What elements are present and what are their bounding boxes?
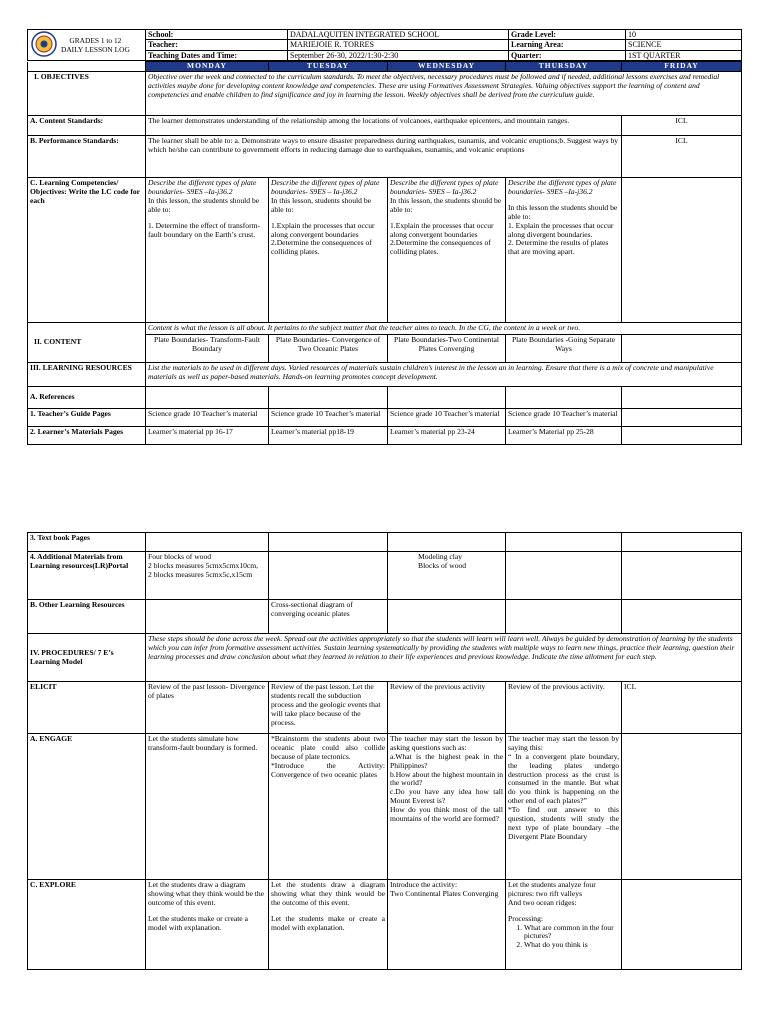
engage-monday: Let the students simulate how transform-fault boundary is formed. <box>146 734 269 880</box>
dates-label: Teaching Dates and Time: <box>146 50 288 60</box>
additional-materials-friday <box>622 552 742 600</box>
engage-paragraph: The teacher may start the lesson by asking questions such as: <box>390 734 503 752</box>
elicit-friday: ICL <box>622 682 742 734</box>
elicit-monday: Review of the past lesson- Divergence of plates <box>146 682 269 734</box>
learners-materials-thursday: Learner’s Material pp 25-28 <box>506 427 622 445</box>
competency-item: 1.Explain the processes that occur along convergent boundaries <box>271 220 375 239</box>
teachers-guide-label: 1. Teacher’s Guide Pages <box>28 409 146 427</box>
grade-label: Grade Level: <box>509 30 626 40</box>
logo-cell <box>28 30 146 61</box>
explore-paragraph: Let the students make or create a model with explanation. <box>271 913 385 932</box>
references-empty <box>269 387 388 409</box>
elicit-tuesday: Review of the past lesson. Let the students recall the subduction process and the geologic events that will take place because of the process. <box>269 682 388 734</box>
additional-materials-tuesday <box>269 552 388 600</box>
competency-item: 2.Determine the consequences of colliding plates. <box>390 238 491 257</box>
page-one <box>27 29 741 445</box>
school-value: DADALAQUITEN INTEGRATED SCHOOL <box>288 30 509 40</box>
engage-paragraph: c.Do you have any idea how tall Mount Everest is? <box>390 787 503 806</box>
school-label: School: <box>146 30 288 40</box>
material-item: Modeling clay <box>418 552 463 561</box>
competency-item: 1. Explain the processes that occur along divergent boundaries. <box>508 220 614 239</box>
resources-label: III. LEARNING RESOURCES <box>28 363 146 387</box>
area-label: Learning Area: <box>509 40 626 50</box>
learners-materials-label: 2. Learner’s Materials Pages <box>28 427 146 445</box>
teachers-guide-thursday: Science grade 10 Teacher’s material <box>506 409 622 427</box>
explore-paragraph: Two Continental Plates Converging <box>390 888 499 898</box>
quarter-label: Quarter: <box>509 50 626 60</box>
textbook-empty <box>388 533 506 552</box>
engage-tuesday <box>269 734 388 880</box>
content-topic-wednesday: Plate Boundaries-Two Continental Plates Converging <box>388 335 506 363</box>
competency-intro: In this lesson the students should be able to: <box>508 202 618 221</box>
day-thursday: THURSDAY <box>506 62 622 72</box>
main-table <box>27 61 742 445</box>
teachers-guide-tuesday: Science grade 10 Teacher’s material <box>269 409 388 427</box>
day-wednesday: WEDNESDAY <box>388 62 506 72</box>
processing-item: 1. What are common in the four pictures? <box>524 924 619 942</box>
other-resources-friday <box>622 600 742 634</box>
teachers-guide-monday: Science grade 10 Teacher’s material <box>146 409 269 427</box>
teachers-guide-friday <box>622 409 742 427</box>
engage-paragraph: b.How about the highest mountain in the world? <box>390 769 503 788</box>
additional-materials-monday <box>146 552 269 600</box>
competency-item: 1. Determine the effect of transform-fault boundary on the Earth’s crust. <box>148 220 261 239</box>
references-label: A. References <box>28 387 146 409</box>
engage-wednesday <box>388 734 506 880</box>
procedures-note: These steps should be done across the week. Spread out the activities appropriately so that the students will learn will learn well. Always be guided by demonstration of learning by the students which you can infer from formative assessment activities. Sustain learning systematically by providing the students with multiple ways to learn new things, practice their learning, question their learning processes and draw conclusion about what they learned in relation to their life experiences and previous knowledge. Indicate the time allotment for each step. <box>146 634 742 682</box>
processing-list <box>508 924 619 951</box>
engage-paragraph: a.What is the highest peak in the Philippines? <box>390 751 503 770</box>
learners-materials-friday <box>622 427 742 445</box>
log-title: GRADES 1 to 12 DAILY LESSON LOG <box>61 35 130 55</box>
day-tuesday: TUESDAY <box>269 62 388 72</box>
explore-paragraph: Let the students analyze four pictures: two rift valleys <box>508 880 596 898</box>
content-standards-label: A. Content Standards: <box>28 116 146 136</box>
content-note: Content is what the lesson is all about. It pertains to the subject matter that the teacher aims to teach. In the CG, the content in a week or two. <box>146 323 742 335</box>
blank-day-header <box>28 62 146 72</box>
other-resources-thursday <box>506 600 622 634</box>
explore-paragraph: Processing: <box>508 913 544 923</box>
engage-paragraph: How do you think most of the tall mountains of the world are formed? <box>390 805 503 823</box>
teacher-label: Teacher: <box>146 40 288 50</box>
elicit-wednesday: Review of the previous activity <box>388 682 506 734</box>
area-value: SCIENCE <box>626 40 742 50</box>
quarter-value: 1ST QUARTER <box>626 50 742 60</box>
performance-standards-text: The learner shall be able to: a. Demonstrate ways to ensure disaster preparedness during earthquakes, tsunamis, and volcanic eruptions;b. Suggest ways by which he/she can contribute to government efforts in reducing damage due to earthquakes, tsunamis, and volcanic eruptions <box>146 136 622 178</box>
references-empty <box>388 387 506 409</box>
material-item: 2 blocks measures 5cmx5c,x15cm <box>148 569 253 579</box>
performance-standards-label: B. Performance Standards: <box>28 136 146 178</box>
day-friday: FRIDAY <box>622 62 742 72</box>
performance-standards-friday: ICL <box>622 136 742 178</box>
learners-materials-tuesday: Learner’s material pp18-19 <box>269 427 388 445</box>
engage-paragraph: *Brainstorm the students about two oceanic plate could also collide because of plate tectonics. <box>271 734 385 761</box>
objectives-label: I. OBJECTIVES <box>28 72 146 116</box>
competency-item: 1.Explain the processes that occur along convergent boundaries <box>390 220 494 239</box>
objectives-text: Objective over the week and connected to the curriculum standards. To meet the objectives, necessary procedures must be followed and if needed, additional lessons exercises and remedial activities maybe done for developing content knowledge and competencies. These are using Formatives Assessment Strategies. Valuing objectives support the learning of content and competencies and enable children to find significance and joy in learning the lesson. Weekly objectives shall be derived from the curriculum guide. <box>146 72 742 116</box>
explore-paragraph: And two ocean ridges: <box>508 897 577 907</box>
dates-value: September 26-30, 2022/1:30-2:30 <box>288 50 509 60</box>
content-label: II. CONTENT <box>28 323 146 363</box>
grade-value: 10 <box>626 30 742 40</box>
elicit-thursday: Review of the previous activity. <box>506 682 622 734</box>
engage-label: A. ENGAGE <box>28 734 146 880</box>
content-standards-text: The learner demonstrates understanding of the relationship among the locations of volcanoes, earthquake epicenters, and mountain ranges. <box>146 116 622 136</box>
content-topic-friday <box>622 335 742 363</box>
competencies-label: C. Learning Competencies/ Objectives: Write the LC code for each <box>28 178 146 323</box>
competency-code: Describe the different types of plate boundaries- S9ES –Ia-j36.2 <box>148 178 257 196</box>
engage-paragraph: The teacher may start the lesson by saying this: <box>508 734 619 752</box>
explore-monday <box>146 880 269 970</box>
competency-friday <box>622 178 742 323</box>
elicit-label: ELICIT <box>28 682 146 734</box>
deped-seal-icon <box>31 31 57 59</box>
material-item: Four blocks of wood <box>148 552 212 561</box>
engage-friday <box>622 734 742 880</box>
explore-friday <box>622 880 742 970</box>
textbook-empty <box>506 533 622 552</box>
competency-thursday <box>506 178 622 323</box>
explore-label: C. EXPLORE <box>28 880 146 970</box>
explore-paragraph: Introduce the activity: <box>390 880 458 889</box>
explore-paragraph: Let the students draw a diagram showing what they think would be the outcome of this event. <box>148 880 265 907</box>
learners-materials-wednesday: Learner’s material pp 23-24 <box>388 427 506 445</box>
engage-paragraph: *To find out answer to this question, students will study the next type of plate boundary –the Divergent Plate Boundary <box>508 805 619 841</box>
references-empty <box>622 387 742 409</box>
other-resources-monday <box>146 600 269 634</box>
content-topic-monday: Plate Boundaries- Transform-Fault Boundary <box>146 335 269 363</box>
references-empty <box>146 387 269 409</box>
competency-tuesday <box>269 178 388 323</box>
other-resources-label: B. Other Learning Resources <box>28 600 146 634</box>
processing-item: 2. What do you think is <box>524 941 619 950</box>
material-item: Blocks of wood <box>418 560 467 570</box>
engage-paragraph: “ In a convergent plate boundary, the leading plates undergo destruction process as the crust is consumed in the mantle. But what do you think is happening on the other end of each plates?” <box>508 751 619 806</box>
competency-intro: In this lesson, the students should be able to: <box>148 195 260 214</box>
explore-wednesday <box>388 880 506 970</box>
header-table <box>27 29 742 61</box>
engage-thursday <box>506 734 622 880</box>
textbook-empty <box>146 533 269 552</box>
learners-materials-monday: Learner’s material pp 16-17 <box>146 427 269 445</box>
additional-materials-thursday <box>506 552 622 600</box>
additional-materials-wednesday <box>388 552 506 600</box>
engage-paragraph: *Introduce the Activity: Convergence of two oceanic plates <box>271 760 385 779</box>
other-resources-tuesday: Cross-sectional diagram of converging oceanic plates <box>269 600 388 634</box>
explore-paragraph: Let the students make or create a model with explanation. <box>148 913 248 932</box>
content-topic-thursday: Plate Boundaries -Going Separate Ways <box>506 335 622 363</box>
competency-item: 2.Determine the consequences of colliding plates. <box>271 238 372 257</box>
explore-thursday <box>506 880 622 970</box>
teachers-guide-wednesday: Science grade 10 Teacher’s material <box>388 409 506 427</box>
competency-monday <box>146 178 269 323</box>
resources-note: List the materials to be used in different days. Varied resources of materials sustain children’s interest in the lesson an in learning. Ensure that there is a mix of concrete and manipulative materials as well as paper-based materials. Hands-on learning promotes concept development. <box>146 363 742 387</box>
competency-code: Describe the different types of plate boundaries- S9ES – Ia-j36.2 <box>390 178 499 196</box>
additional-materials-label: 4. Additional Materials from Learning resources(LR)Portal <box>28 552 146 600</box>
textbook-label: 3. Text book Pages <box>28 533 146 552</box>
competency-intro: In this lesson, the students should be able to: <box>390 195 502 214</box>
references-empty <box>506 387 622 409</box>
teacher-value: MARIEJOIE R. TORRES <box>288 40 509 50</box>
textbook-empty <box>269 533 388 552</box>
competency-item: 2. Determine the results of plates that are moving apart. <box>508 238 609 257</box>
explore-paragraph: Let the students draw a diagram showing what they think would be the outcome of this event. <box>271 880 385 907</box>
day-monday: MONDAY <box>146 62 269 72</box>
competency-intro: In this lesson, students should be able to: <box>271 195 371 214</box>
other-resources-wednesday <box>388 600 506 634</box>
content-topic-tuesday: Plate Boundaries- Convergence of Two Oceanic Plates <box>269 335 388 363</box>
competency-code: Describe the different types of plate boundaries- S9ES –Ia-j36.2 <box>508 178 617 196</box>
competency-code: Describe the different types of plate boundaries- S9ES – Ia-j36.2 <box>271 178 380 196</box>
continuation-table <box>27 532 742 970</box>
textbook-empty <box>622 533 742 552</box>
explore-tuesday <box>269 880 388 970</box>
content-standards-friday: ICL <box>622 116 742 136</box>
procedures-label: IV. PROCEDURES/ 7 E’s Learning Model <box>28 634 146 682</box>
material-item: 2 blocks measures 5cmx5cmx10cm, <box>148 560 259 570</box>
competency-wednesday <box>388 178 506 323</box>
page-two <box>27 532 741 970</box>
